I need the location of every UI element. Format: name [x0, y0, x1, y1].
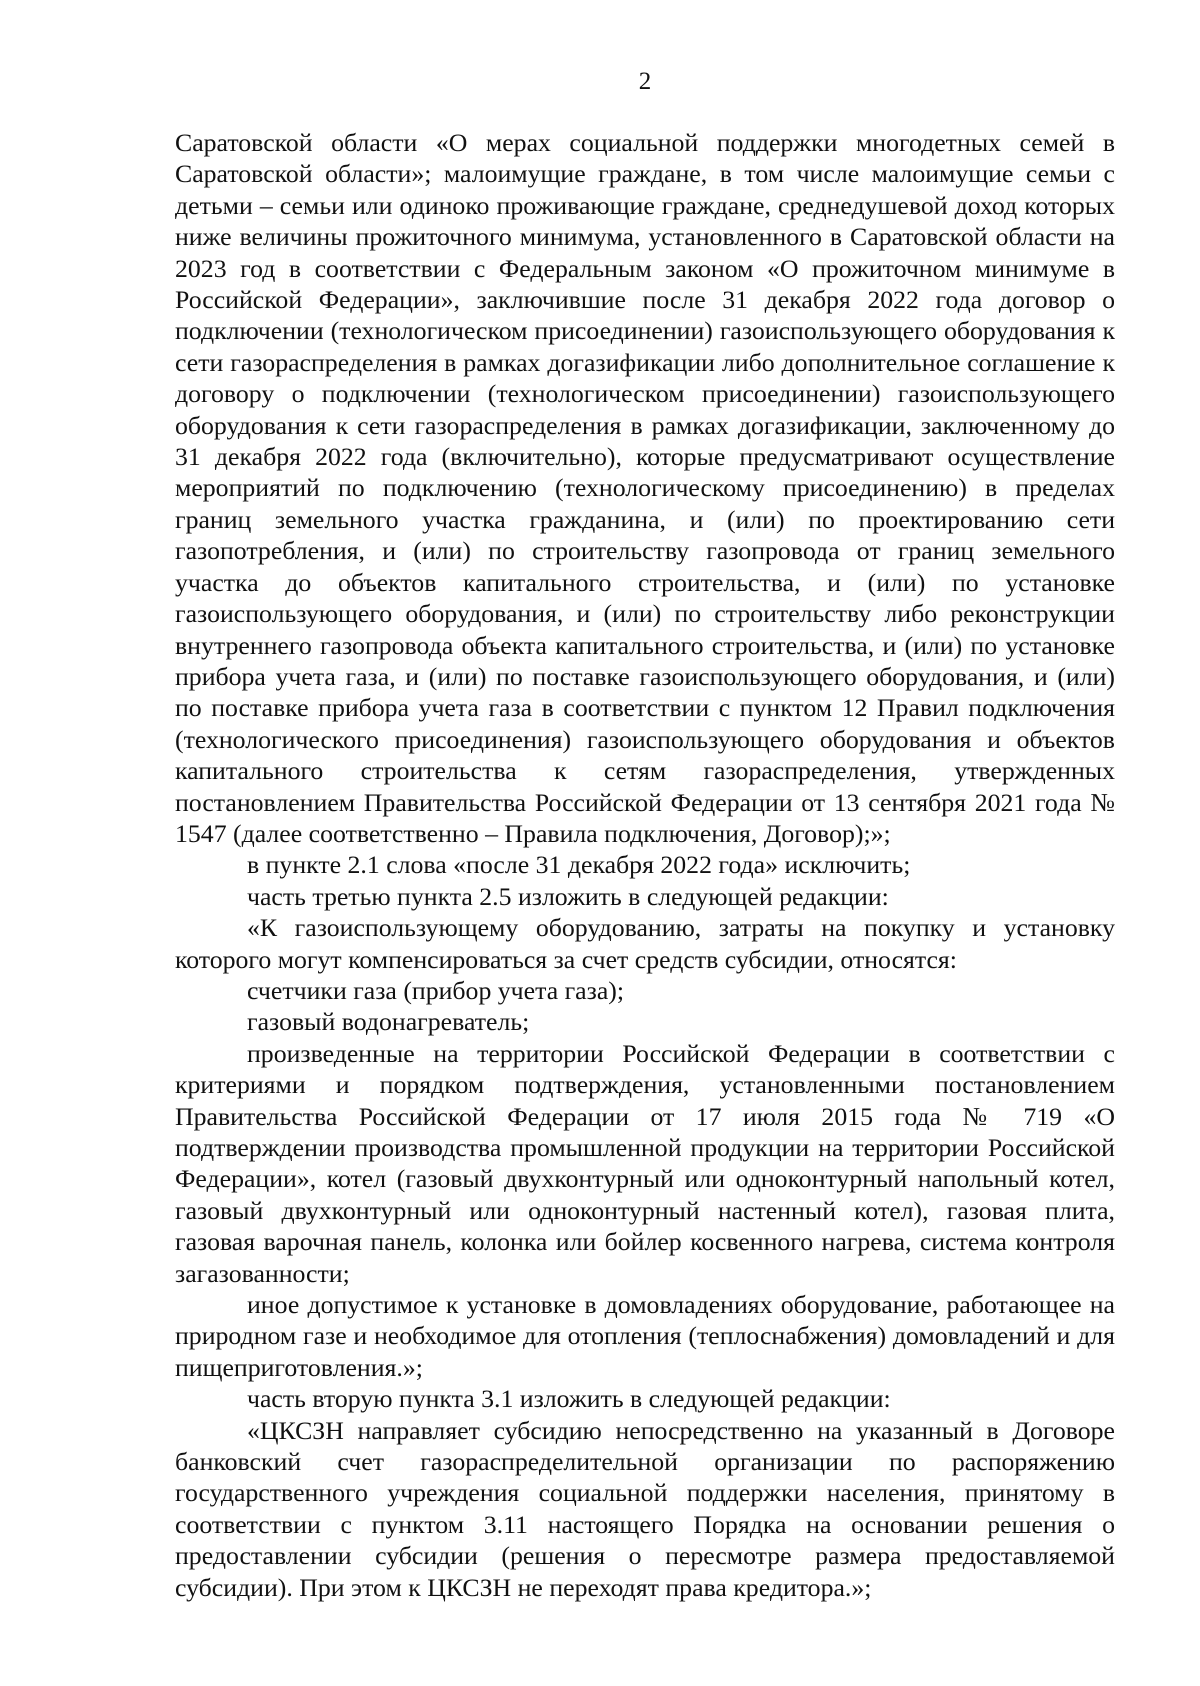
- paragraph-water-heater: газовый водонагреватель;: [247, 1007, 530, 1037]
- paragraph-gas-meters: счетчики газа (прибор учета газа);: [247, 975, 625, 1005]
- paragraph-other-equipment: иное допустимое к установке в домовладениях оборудование, работающее на природном газе и необходимое для отопления (теплоснабжения) домовладений и для пищеприготовления.»;: [175, 1290, 1115, 1382]
- paragraph-clause-2-1: в пункте 2.1 слова «после 31 декабря 2022 года» исключить;: [247, 850, 911, 880]
- page-number: 2: [638, 68, 652, 95]
- paragraph-continuation: Саратовской области «О мерах социальной поддержки многодетных семей в Саратовской области»; малоимущие граждане, в том числе малоимущие семьи с детьми – семьи или одиноко проживающие граждане, среднедушевой доход которых ниже величины прожиточного минимума, установленного в Саратовской области на 2023 год в соответствии с Федеральным законом «О прожиточном минимуме в Российской Федерации», заключившие после 31 декабря 2022 года договор о подключении (технологическом присоединении) газоиспользующего оборудования к сети газораспределения в рамках догазификации либо дополнительное соглашение к договору о подключении (технологическом присоединении) газоиспользующего оборудования к сети газораспределения в рамках догазификации, заключенному до 31 декабря 2022 года (включительно), которые предусматривают осуществление мероприятий по подключению (технологическому присоединению) в пределах границ земельного участка гражданина, и (или) по проектированию сети газопотребления, и (или) по строительству газопровода от границ земельного участка до объектов капитального строительства, и (или) по установке газоиспользующего оборудования, и (или) по строительству либо реконструкции внутреннего газопровода объекта капитального строительства, и (или) по установке прибора учета газа, и (или) по поставке газоиспользующего оборудования, и (или) по поставке прибора учета газа в соответствии с пунктом 12 Правил подключения (технологического присоединения) газоиспользующего оборудования и объектов капитального строительства к сетям газораспределения, утвержденных постановлением Правительства Российской Федерации от 13 сентября 2021 года № 1547 (далее соответственно – Правила подключения, Договор);»;: [175, 128, 1115, 848]
- document-body: [175, 127, 1115, 1603]
- paragraph-clause-3-1-intro: часть вторую пункта 3.1 изложить в следующей редакции:: [247, 1384, 891, 1414]
- paragraph-domestic-equipment: произведенные на территории Российской Федерации в соответствии с критериями и порядком подтверждения, установленными постановлением Правительства Российской Федерации от 17 июля 2015 года № 719 «О подтверждении производства промышленной продукции на территории Российской Федерации», котел (газовый двухконтурный или одноконтурный напольный котел, газовый двухконтурный или одноконтурный настенный котел), газовая плита, газовая варочная панель, колонка или бойлер косвенного нагрева, система контроля загазованности;: [175, 1038, 1115, 1288]
- paragraph-subsidy-transfer: «ЦКСЗН направляет субсидию непосредственно на указанный в Договоре банковский счет газораспределительной организации по распоряжению государственного учреждения социальной поддержки населения, принятому в соответствии с пунктом 3.11 настоящего Порядка на основании решения о предоставлении субсидии (решения о пересмотре размера предоставляемой субсидии). При этом к ЦКСЗН не переходят права кредитора.»;: [175, 1415, 1115, 1602]
- paragraph-equipment-intro: «К газоиспользующему оборудованию, затраты на покупку и установку которого могут компенсироваться за счет средств субсидии, относятся:: [175, 913, 1115, 974]
- paragraph-clause-2-5-intro: часть третью пункта 2.5 изложить в следующей редакции:: [247, 881, 889, 911]
